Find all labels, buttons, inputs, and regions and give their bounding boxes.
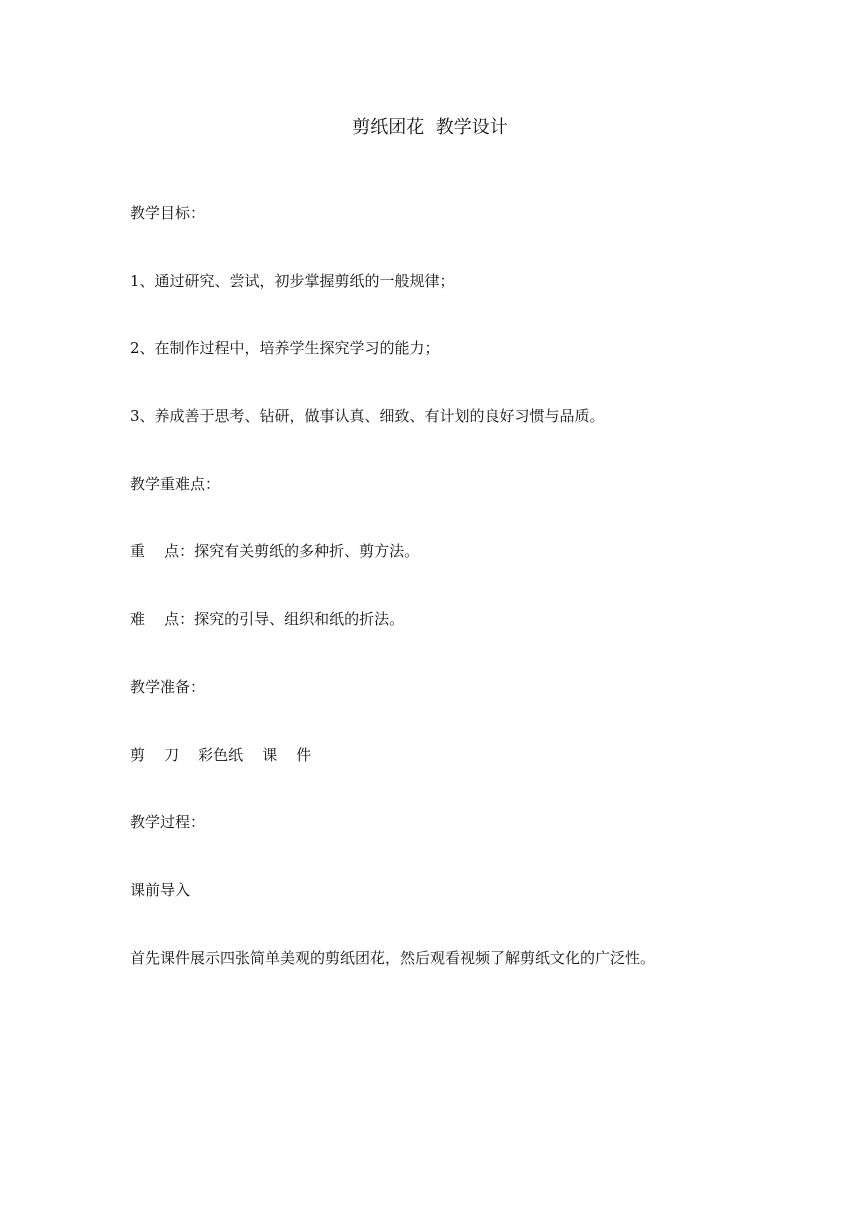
preparation-items: 剪 刀 彩色纸 课 件: [130, 745, 312, 764]
heading-key-difficult-points: 教学重难点：: [130, 474, 221, 493]
goal-item-3: 3、养成善于思考、钻研，做事认真、细致、有计划的良好习惯与品质。: [130, 407, 605, 426]
goal-item-2: 2、在制作过程中，培养学生探究学习的能力；: [130, 339, 440, 358]
heading-teaching-process: 教学过程：: [130, 813, 206, 832]
difficult-point: 难 点：探究的引导、组织和纸的折法。: [130, 610, 405, 629]
heading-teaching-goals: 教学目标：: [130, 204, 206, 222]
document-title: 剪纸团花 教学设计: [352, 117, 508, 138]
subheading-introduction: 课前导入: [130, 880, 191, 899]
key-point: 重 点：探究有关剪纸的多种折、剪方法。: [130, 542, 420, 561]
document-body: [130, 202, 810, 1014]
heading-teaching-preparation: 教学准备：: [130, 677, 206, 696]
introduction-text: 首先课件展示四张简单美观的剪纸团花，然后观看视频了解剪纸文化的广泛性。: [130, 948, 656, 967]
goal-item-1: 1、通过研究、尝试，初步掌握剪纸的一般规律；: [130, 271, 455, 290]
